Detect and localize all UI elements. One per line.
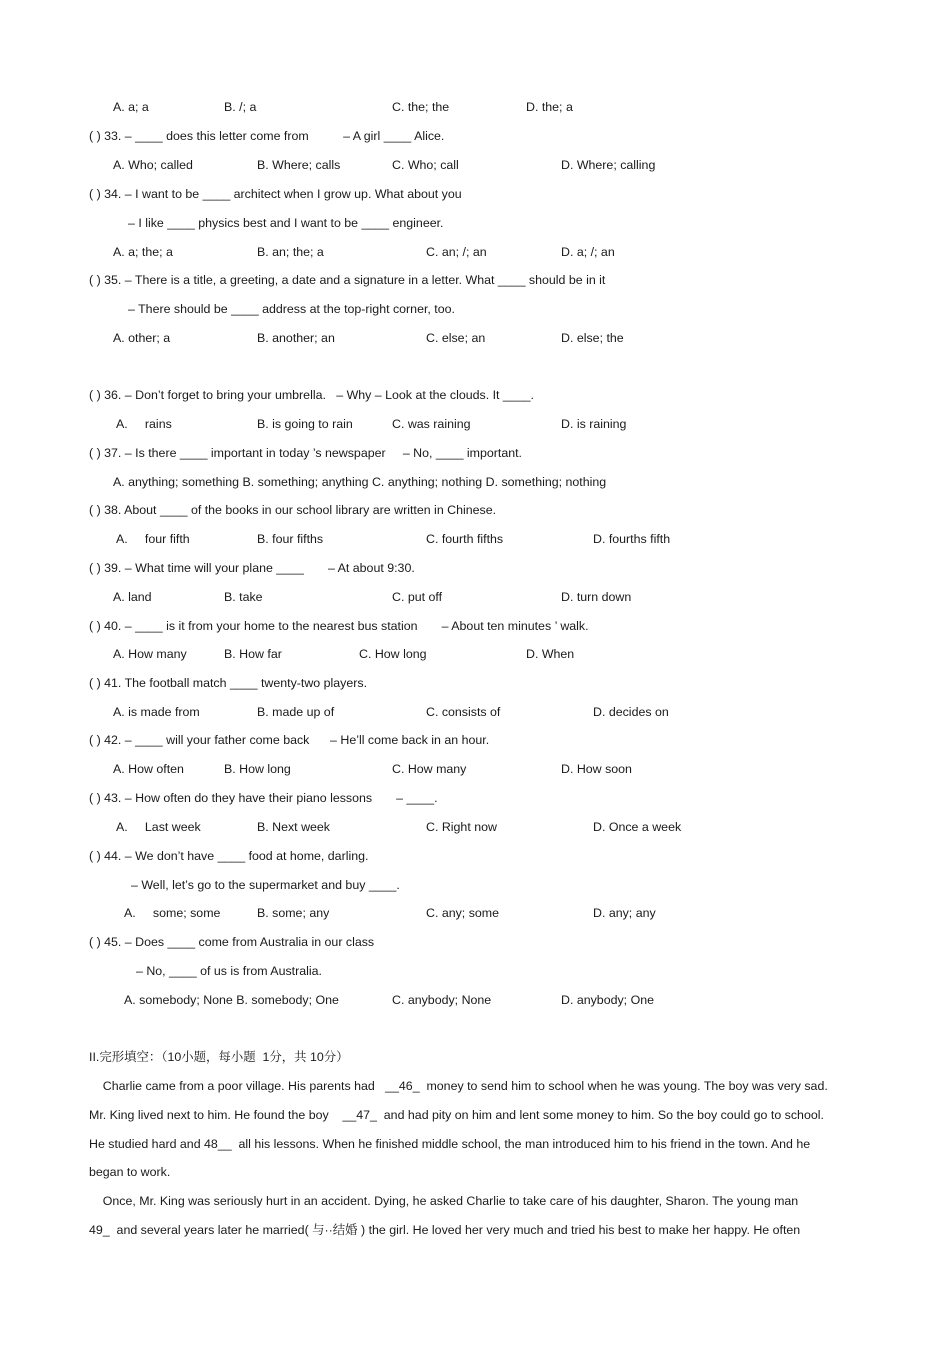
question-prompt: ( ) 40. – ____ is it from your home to the nearest bus station – About ten minutes ’ walk. [89,619,589,633]
option-c: C. the; the [392,100,450,114]
option-d: D. Once a week [593,820,682,834]
option-d: D. a; /; an [561,245,615,259]
option-b: B. an; the; a [257,245,324,259]
option-c: C. any; some [426,906,499,920]
option-c: C. Right now [426,820,497,834]
option-b: B. Where; calls [257,158,341,172]
question-reply: – No, ____ of us is from Australia. [136,964,322,978]
option-c: C. Who; call [392,158,459,172]
question-prompt: ( ) 37. – Is there ____ important in today ’s newspaper – No, ____ important. [89,446,522,460]
question-prompt: ( ) 41. The football match ____ twenty-two players. [89,676,368,690]
option-d: D. decides on [593,705,669,719]
option-d: D. else; the [561,331,624,345]
option-a: A. is made from [113,705,200,719]
option-c: C. consists of [426,705,501,719]
option-b: B. another; an [257,331,335,345]
option-b: B. some; any [257,906,330,920]
question-prompt: ( ) 42. – ____ will your father come back – He’ll come back in an hour. [89,733,490,747]
option-a: A. rains [116,417,172,431]
question-prompt: ( ) 44. – We don’t have ____ food at home, darling. [89,849,369,863]
option-a: A. Last week [116,820,201,834]
question-reply: – Well, let’s go to the supermarket and buy ____. [131,878,400,892]
option-c: C. was raining [392,417,471,431]
option-a: A. a; a [113,100,149,114]
option-b: B. is going to rain [257,417,353,431]
option-a: A. land [113,590,152,604]
passage-line: He studied hard and 48__ all his lessons. When he finished middle school, the man introduced him to his friend in the town. And he [89,1137,811,1151]
passage-line: Mr. King lived next to him. He found the boy __47_ and had pity on him and lent some money to him. So the boy could go to school. [89,1108,824,1122]
option-a: A. How many [113,647,187,661]
option-a: A. a; the; a [113,245,173,259]
passage-line: Charlie came from a poor village. His parents had __46_ money to send him to school when he was young. The boy was very sad. [89,1079,828,1093]
option-a: A. four fifth [116,532,190,546]
option-d: D. the; a [526,100,573,114]
option-a: A. some; some [124,906,221,920]
option-c: C. else; an [426,331,486,345]
option-c: C. an; /; an [426,245,487,259]
option-d: D. is raining [561,417,627,431]
options-line: A. anything; something B. something; anything C. anything; nothing D. something; nothing [113,475,607,489]
option-a: A. Who; called [113,158,193,172]
option-a: A. How often [113,762,184,776]
question-prompt: ( ) 34. – I want to be ____ architect when I grow up. What about you [89,187,462,201]
question-prompt: ( ) 43. – How often do they have their piano lessons – ____. [89,791,438,805]
option-b: B. made up of [257,705,335,719]
passage-line: Once, Mr. King was seriously hurt in an accident. Dying, he asked Charlie to take care of his daughter, Sharon. The young man [89,1194,799,1208]
option-c: C. How long [359,647,427,661]
question-prompt: ( ) 35. – There is a title, a greeting, a date and a signature in a letter. What ____ should be in it [89,273,606,287]
question-prompt: ( ) 33. – ____ does this letter come from – A girl ____ Alice. [89,129,445,143]
option-b: B. How long [224,762,291,776]
option-d: D. fourths fifth [593,532,671,546]
option-c: C. anybody; None [392,993,492,1007]
option-a: A. other; a [113,331,171,345]
question-prompt: ( ) 39. – What time will your plane ____ – At about 9:30. [89,561,415,575]
option-d: D. When [526,647,575,661]
question-reply: – I like ____ physics best and I want to be ____ engineer. [128,216,444,230]
question-reply: – There should be ____ address at the top-right corner, too. [128,302,455,316]
passage-line: began to work. [89,1165,171,1179]
question-prompt: ( ) 38. About ____ of the books in our school library are written in Chinese. [89,503,497,517]
passage-line: 49_ and several years later he married( 与··结婚 ) the girl. He loved her very much and tried his best to make her happy. He often [89,1223,801,1237]
option-b: B. How far [224,647,282,661]
option-b: B. Next week [257,820,330,834]
option-a-b: A. somebody; None B. somebody; One [124,993,339,1007]
option-c: C. How many [392,762,467,776]
option-b: B. take [224,590,263,604]
question-prompt: ( ) 36. – Don’t forget to bring your umbrella. – Why – Look at the clouds. It ____. [89,388,534,402]
option-d: D. any; any [593,906,656,920]
option-d: D. Where; calling [561,158,656,172]
option-b: B. /; a [224,100,257,114]
section-heading: II.完形填空：（10小题，每小题 1分，共 10分） [89,1050,349,1064]
option-d: D. How soon [561,762,632,776]
option-d: D. anybody; One [561,993,654,1007]
option-d: D. turn down [561,590,632,604]
question-prompt: ( ) 45. – Does ____ come from Australia in our class [89,935,375,949]
option-c: C. fourth fifths [426,532,504,546]
option-c: C. put off [392,590,443,604]
option-b: B. four fifths [257,532,324,546]
